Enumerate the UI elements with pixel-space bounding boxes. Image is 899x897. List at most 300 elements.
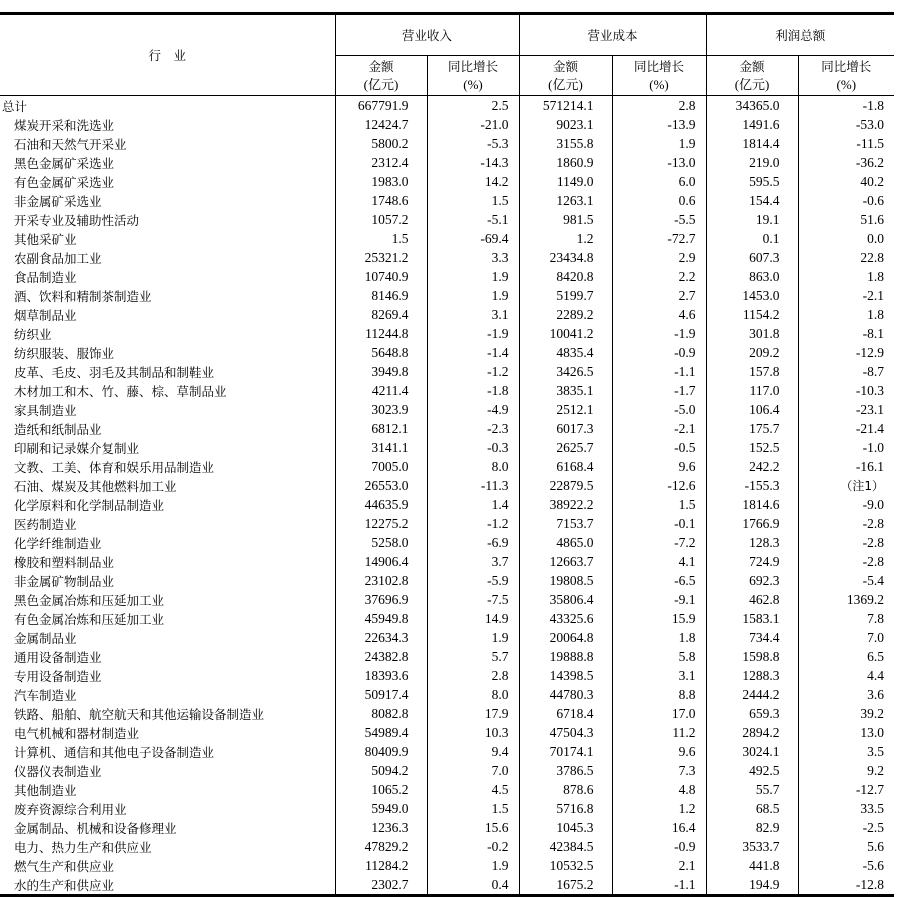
profit-growth: -21.4 <box>798 419 894 438</box>
table-row <box>0 856 894 875</box>
table-row <box>0 647 894 666</box>
revenue-amount: 8082.8 <box>335 704 427 723</box>
cost-growth: -7.2 <box>612 533 706 552</box>
industry-name: 总计 <box>2 98 28 114</box>
cost-group-header: 营业成本 <box>519 14 706 56</box>
profit-growth: 1.8 <box>798 267 894 286</box>
cost-growth: 1.2 <box>612 799 706 818</box>
revenue-growth: 3.7 <box>427 552 519 571</box>
revenue-amount: 11244.8 <box>335 324 427 343</box>
industry-name: 废弃资源综合利用业 <box>14 801 127 817</box>
revenue-growth: 8.0 <box>427 457 519 476</box>
cost-amount: 22879.5 <box>519 476 612 495</box>
table-row <box>0 438 894 457</box>
table-body <box>0 96 894 896</box>
profit-amount: 1453.0 <box>706 286 798 305</box>
profit-growth: -12.9 <box>798 343 894 362</box>
cost-growth: -5.0 <box>612 400 706 419</box>
industry-name: 燃气生产和供应业 <box>14 858 115 874</box>
amount-unit: (亿元) <box>363 76 399 92</box>
table-row <box>0 685 894 704</box>
table-row <box>0 476 894 495</box>
industry-name: 水的生产和供应业 <box>0 875 335 896</box>
table-row <box>0 818 894 837</box>
industry-name: 金属制品、机械和设备修理业 <box>14 820 177 836</box>
industry-name: 计算机、通信和其他电子设备制造业 <box>14 744 215 760</box>
table-row <box>0 96 894 116</box>
amount-unit: (亿元) <box>734 76 770 92</box>
cost-growth: -13.9 <box>612 115 706 134</box>
profit-amount: 734.4 <box>706 628 798 647</box>
profit-amount-header <box>706 56 798 96</box>
cost-growth: 3.1 <box>612 666 706 685</box>
cost-growth: -13.0 <box>612 153 706 172</box>
revenue-growth: 1.9 <box>427 856 519 875</box>
cost-amount: 3786.5 <box>519 761 612 780</box>
table-row <box>0 381 894 400</box>
cost-growth-header <box>612 56 706 96</box>
profit-growth: -1.0 <box>798 438 894 457</box>
industry-name: 金属制品业 <box>14 630 77 646</box>
profit-growth: -8.1 <box>798 324 894 343</box>
cost-growth: 8.8 <box>612 685 706 704</box>
revenue-amount: 37696.9 <box>335 590 427 609</box>
revenue-growth: 4.5 <box>427 780 519 799</box>
profit-amount: 2894.2 <box>706 723 798 742</box>
industry-name: 印刷和记录媒介复制业 <box>14 440 140 456</box>
revenue-amount: 23102.8 <box>335 571 427 590</box>
cost-growth: 2.2 <box>612 267 706 286</box>
cost-growth: -1.7 <box>612 381 706 400</box>
revenue-amount: 18393.6 <box>335 666 427 685</box>
table-row <box>0 609 894 628</box>
industry-name: 酒、饮料和精制茶制造业 <box>14 288 152 304</box>
revenue-amount: 24382.8 <box>335 647 427 666</box>
table-row <box>0 742 894 761</box>
industry-name: 仪器仪表制造业 <box>14 763 102 779</box>
industry-name: 有色金属冶炼和压延加工业 <box>14 611 165 627</box>
profit-amount: 3024.1 <box>706 742 798 761</box>
profit-amount: 1154.2 <box>706 305 798 324</box>
table-row <box>0 514 894 533</box>
cost-amount: 3426.5 <box>519 362 612 381</box>
table-row <box>0 723 894 742</box>
revenue-growth: -7.5 <box>427 590 519 609</box>
revenue-amount: 44635.9 <box>335 495 427 514</box>
revenue-growth: 0.4 <box>427 875 519 896</box>
revenue-amount: 22634.3 <box>335 628 427 647</box>
profit-growth: -2.1 <box>798 286 894 305</box>
industry-finance-table <box>0 12 894 897</box>
industry-column-header: 行 业 <box>0 14 335 96</box>
profit-amount: 1598.8 <box>706 647 798 666</box>
growth-unit: (%) <box>649 76 669 92</box>
profit-amount: 175.7 <box>706 419 798 438</box>
cost-growth: -0.9 <box>612 837 706 856</box>
profit-growth: 9.2 <box>798 761 894 780</box>
table-row <box>0 191 894 210</box>
industry-name: 非金属矿物制品业 <box>14 573 115 589</box>
cost-growth: -1.9 <box>612 324 706 343</box>
amount-label: 金额 <box>739 58 765 74</box>
profit-amount: 607.3 <box>706 248 798 267</box>
table-row <box>0 324 894 343</box>
profit-amount: -155.3 <box>706 476 798 495</box>
cost-amount: 47504.3 <box>519 723 612 742</box>
profit-growth: -53.0 <box>798 115 894 134</box>
table-row <box>0 286 894 305</box>
cost-amount: 38922.2 <box>519 495 612 514</box>
cost-growth: 15.9 <box>612 609 706 628</box>
cost-growth: 2.7 <box>612 286 706 305</box>
table-row <box>0 362 894 381</box>
cost-growth: -2.1 <box>612 419 706 438</box>
profit-growth: 22.8 <box>798 248 894 267</box>
table-row <box>0 761 894 780</box>
revenue-amount-header <box>335 56 427 96</box>
revenue-amount: 47829.2 <box>335 837 427 856</box>
table-row <box>0 457 894 476</box>
profit-amount: 55.7 <box>706 780 798 799</box>
cost-amount: 2289.2 <box>519 305 612 324</box>
industry-name: 石油、煤炭及其他燃料加工业 <box>14 478 177 494</box>
cost-amount: 14398.5 <box>519 666 612 685</box>
profit-group-header: 利润总额 <box>706 14 894 56</box>
cost-amount: 42384.5 <box>519 837 612 856</box>
revenue-amount: 667791.9 <box>335 96 427 116</box>
revenue-growth: 2.5 <box>427 96 519 116</box>
profit-growth: 7.0 <box>798 628 894 647</box>
profit-growth: -2.8 <box>798 533 894 552</box>
industry-name: 造纸和纸制品业 <box>14 421 102 437</box>
cost-amount: 20064.8 <box>519 628 612 647</box>
cost-amount: 1045.3 <box>519 818 612 837</box>
profit-growth: 6.5 <box>798 647 894 666</box>
revenue-amount: 5258.0 <box>335 533 427 552</box>
revenue-growth: 15.6 <box>427 818 519 837</box>
cost-amount: 1860.9 <box>519 153 612 172</box>
table-row <box>0 552 894 571</box>
table-row <box>0 533 894 552</box>
industry-name: 家具制造业 <box>14 402 77 418</box>
table-row <box>0 666 894 685</box>
revenue-group-header: 营业收入 <box>335 14 519 56</box>
growth-label: 同比增长 <box>448 58 499 74</box>
table-row <box>0 799 894 818</box>
profit-growth: 33.5 <box>798 799 894 818</box>
table-row <box>0 305 894 324</box>
cost-growth: 1.5 <box>612 495 706 514</box>
cost-growth: 4.1 <box>612 552 706 571</box>
profit-amount: 692.3 <box>706 571 798 590</box>
revenue-growth: 1.4 <box>427 495 519 514</box>
cost-growth: 6.0 <box>612 172 706 191</box>
profit-growth: -16.1 <box>798 457 894 476</box>
industry-name: 文教、工美、体育和娱乐用品制造业 <box>14 459 215 475</box>
cost-amount: 1.2 <box>519 229 612 248</box>
revenue-amount: 1065.2 <box>335 780 427 799</box>
cost-growth: 1.8 <box>612 628 706 647</box>
cost-amount: 7153.7 <box>519 514 612 533</box>
revenue-growth: 1.9 <box>427 286 519 305</box>
cost-growth: -0.9 <box>612 343 706 362</box>
cost-growth: 1.9 <box>612 134 706 153</box>
cost-amount: 981.5 <box>519 210 612 229</box>
revenue-growth: 3.3 <box>427 248 519 267</box>
cost-amount: 23434.8 <box>519 248 612 267</box>
revenue-amount: 11284.2 <box>335 856 427 875</box>
table-row <box>0 115 894 134</box>
revenue-amount: 3949.8 <box>335 362 427 381</box>
profit-amount: 659.3 <box>706 704 798 723</box>
table-row <box>0 400 894 419</box>
revenue-growth: -1.8 <box>427 381 519 400</box>
industry-name: 有色金属矿采选业 <box>14 174 115 190</box>
cost-growth: -6.5 <box>612 571 706 590</box>
cost-growth: 11.2 <box>612 723 706 742</box>
profit-amount: 1583.1 <box>706 609 798 628</box>
profit-growth: -2.5 <box>798 818 894 837</box>
profit-amount: 1491.6 <box>706 115 798 134</box>
cost-amount: 10532.5 <box>519 856 612 875</box>
profit-amount: 106.4 <box>706 400 798 419</box>
profit-amount: 209.2 <box>706 343 798 362</box>
cost-amount: 2512.1 <box>519 400 612 419</box>
revenue-growth: 1.9 <box>427 628 519 647</box>
profit-amount: 462.8 <box>706 590 798 609</box>
cost-growth: 17.0 <box>612 704 706 723</box>
profit-growth: （注1） <box>798 476 894 495</box>
cost-amount: 12663.7 <box>519 552 612 571</box>
revenue-growth: 10.3 <box>427 723 519 742</box>
cost-growth: 2.8 <box>612 96 706 116</box>
profit-growth: 3.5 <box>798 742 894 761</box>
industry-name: 皮革、毛皮、羽毛及其制品和制鞋业 <box>14 364 215 380</box>
cost-growth: -0.1 <box>612 514 706 533</box>
table-row <box>0 837 894 856</box>
profit-growth: -11.5 <box>798 134 894 153</box>
profit-growth: 5.6 <box>798 837 894 856</box>
cost-amount: 1263.1 <box>519 191 612 210</box>
cost-amount: 571214.1 <box>519 96 612 116</box>
revenue-amount: 14906.4 <box>335 552 427 571</box>
industry-name: 汽车制造业 <box>14 687 77 703</box>
profit-growth: 40.2 <box>798 172 894 191</box>
profit-growth: -5.6 <box>798 856 894 875</box>
profit-amount: 194.9 <box>706 875 798 896</box>
industry-name: 非金属矿采选业 <box>14 193 102 209</box>
profit-amount: 0.1 <box>706 229 798 248</box>
revenue-amount: 12275.2 <box>335 514 427 533</box>
cost-amount: 9023.1 <box>519 115 612 134</box>
revenue-amount: 12424.7 <box>335 115 427 134</box>
profit-amount: 82.9 <box>706 818 798 837</box>
profit-amount: 1814.6 <box>706 495 798 514</box>
revenue-amount: 5800.2 <box>335 134 427 153</box>
industry-name: 化学原料和化学制品制造业 <box>14 497 165 513</box>
cost-growth: 0.6 <box>612 191 706 210</box>
cost-amount: 5716.8 <box>519 799 612 818</box>
table-row <box>0 134 894 153</box>
cost-amount: 2625.7 <box>519 438 612 457</box>
cost-amount: 3155.8 <box>519 134 612 153</box>
profit-growth: -12.7 <box>798 780 894 799</box>
cost-amount: 6718.4 <box>519 704 612 723</box>
table-row <box>0 343 894 362</box>
table-row <box>0 875 894 896</box>
profit-growth: 13.0 <box>798 723 894 742</box>
cost-amount-header <box>519 56 612 96</box>
profit-amount: 157.8 <box>706 362 798 381</box>
revenue-growth: -1.2 <box>427 362 519 381</box>
cost-amount: 4835.4 <box>519 343 612 362</box>
cost-growth: -72.7 <box>612 229 706 248</box>
cost-growth: -1.1 <box>612 362 706 381</box>
revenue-growth: -1.2 <box>427 514 519 533</box>
cost-growth: 4.8 <box>612 780 706 799</box>
revenue-growth: 17.9 <box>427 704 519 723</box>
cost-growth: 2.1 <box>612 856 706 875</box>
cost-growth: -1.1 <box>612 875 706 896</box>
profit-amount: 152.5 <box>706 438 798 457</box>
cost-amount: 43325.6 <box>519 609 612 628</box>
profit-growth: 1369.2 <box>798 590 894 609</box>
revenue-growth: -0.2 <box>427 837 519 856</box>
cost-amount: 19808.5 <box>519 571 612 590</box>
table-row <box>0 267 894 286</box>
amount-unit: (亿元) <box>548 76 583 92</box>
industry-name: 开采专业及辅助性活动 <box>14 212 140 228</box>
profit-amount: 219.0 <box>706 153 798 172</box>
profit-growth: 4.4 <box>798 666 894 685</box>
table-row <box>0 780 894 799</box>
profit-amount: 492.5 <box>706 761 798 780</box>
industry-name: 电气机械和器材制造业 <box>14 725 140 741</box>
cost-amount: 5199.7 <box>519 286 612 305</box>
revenue-amount: 4211.4 <box>335 381 427 400</box>
profit-growth: -23.1 <box>798 400 894 419</box>
revenue-amount: 2312.4 <box>335 153 427 172</box>
industry-name: 电力、热力生产和供应业 <box>14 839 152 855</box>
cost-growth: -9.1 <box>612 590 706 609</box>
industry-name: 木材加工和木、竹、藤、棕、草制品业 <box>14 383 227 399</box>
cost-amount: 6017.3 <box>519 419 612 438</box>
profit-amount: 117.0 <box>706 381 798 400</box>
table-row <box>0 153 894 172</box>
revenue-growth: -1.9 <box>427 324 519 343</box>
industry-name: 食品制造业 <box>14 269 77 285</box>
profit-growth: -9.0 <box>798 495 894 514</box>
cost-amount: 1675.2 <box>519 875 612 896</box>
revenue-growth: 1.5 <box>427 191 519 210</box>
profit-amount: 595.5 <box>706 172 798 191</box>
cost-amount: 10041.2 <box>519 324 612 343</box>
profit-amount: 242.2 <box>706 457 798 476</box>
profit-amount: 724.9 <box>706 552 798 571</box>
profit-growth: 7.8 <box>798 609 894 628</box>
header-row-groups <box>0 14 894 56</box>
revenue-growth: -14.3 <box>427 153 519 172</box>
cost-growth: -5.5 <box>612 210 706 229</box>
table-header <box>0 14 894 96</box>
profit-growth: -8.7 <box>798 362 894 381</box>
cost-growth: -0.5 <box>612 438 706 457</box>
revenue-amount: 5094.2 <box>335 761 427 780</box>
profit-growth: 0.0 <box>798 229 894 248</box>
profit-amount: 1814.4 <box>706 134 798 153</box>
revenue-amount: 5949.0 <box>335 799 427 818</box>
cost-amount: 70174.1 <box>519 742 612 761</box>
revenue-growth: 1.5 <box>427 799 519 818</box>
revenue-growth: 1.9 <box>427 267 519 286</box>
industry-name: 其他制造业 <box>14 782 77 798</box>
revenue-amount: 25321.2 <box>335 248 427 267</box>
growth-unit: (%) <box>463 76 483 92</box>
revenue-amount: 80409.9 <box>335 742 427 761</box>
profit-growth: 3.6 <box>798 685 894 704</box>
growth-label: 同比增长 <box>634 58 685 74</box>
industry-name: 医药制造业 <box>14 516 77 532</box>
profit-growth: -10.3 <box>798 381 894 400</box>
cost-growth: 9.6 <box>612 742 706 761</box>
revenue-growth: 9.4 <box>427 742 519 761</box>
revenue-growth: -5.3 <box>427 134 519 153</box>
revenue-amount: 1.5 <box>335 229 427 248</box>
revenue-growth: 8.0 <box>427 685 519 704</box>
revenue-growth: -0.3 <box>427 438 519 457</box>
revenue-growth: -5.1 <box>427 210 519 229</box>
industry-name: 煤炭开采和洗选业 <box>14 117 115 133</box>
industry-name: 纺织服装、服饰业 <box>14 345 115 361</box>
revenue-amount: 26553.0 <box>335 476 427 495</box>
revenue-growth: 14.9 <box>427 609 519 628</box>
revenue-amount: 45949.8 <box>335 609 427 628</box>
revenue-amount: 50917.4 <box>335 685 427 704</box>
profit-amount: 68.5 <box>706 799 798 818</box>
profit-amount: 1288.3 <box>706 666 798 685</box>
revenue-growth: -11.3 <box>427 476 519 495</box>
revenue-amount: 8146.9 <box>335 286 427 305</box>
revenue-growth: 5.7 <box>427 647 519 666</box>
revenue-growth: -1.4 <box>427 343 519 362</box>
cost-amount: 44780.3 <box>519 685 612 704</box>
profit-growth: -36.2 <box>798 153 894 172</box>
profit-amount: 34365.0 <box>706 96 798 116</box>
industry-name: 化学纤维制造业 <box>14 535 102 551</box>
industry-name: 石油和天然气开采业 <box>14 136 127 152</box>
industry-name: 通用设备制造业 <box>14 649 102 665</box>
profit-growth: 39.2 <box>798 704 894 723</box>
revenue-growth: -2.3 <box>427 419 519 438</box>
table-row <box>0 229 894 248</box>
cost-growth: 4.6 <box>612 305 706 324</box>
cost-amount: 35806.4 <box>519 590 612 609</box>
profit-amount: 3533.7 <box>706 837 798 856</box>
revenue-growth: -21.0 <box>427 115 519 134</box>
profit-amount: 2444.2 <box>706 685 798 704</box>
cost-growth: -12.6 <box>612 476 706 495</box>
cost-growth: 9.6 <box>612 457 706 476</box>
revenue-amount: 1748.6 <box>335 191 427 210</box>
industry-name: 农副食品加工业 <box>14 250 102 266</box>
revenue-amount: 5648.8 <box>335 343 427 362</box>
revenue-amount: 7005.0 <box>335 457 427 476</box>
table-row <box>0 590 894 609</box>
profit-growth: -2.8 <box>798 552 894 571</box>
industry-name: 烟草制品业 <box>14 307 77 323</box>
profit-amount: 128.3 <box>706 533 798 552</box>
profit-growth: 51.6 <box>798 210 894 229</box>
